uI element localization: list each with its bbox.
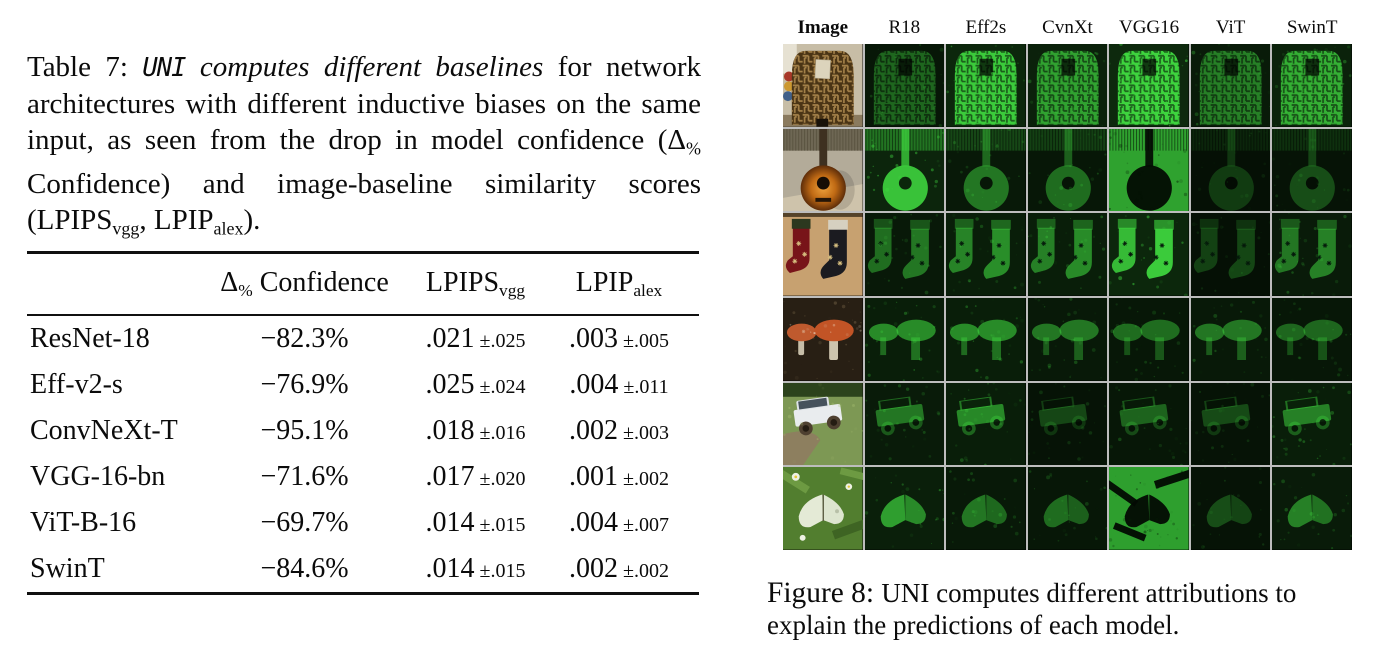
figure-attribution-mushrooms-eff2s	[946, 298, 1026, 381]
table-header-row	[27, 254, 699, 314]
figure-attribution-mushrooms-cvnxt	[1028, 298, 1108, 381]
figure-photo-armchair	[783, 44, 863, 127]
figure-attribution-guitar-eff2s	[946, 129, 1026, 212]
figure-column-headers	[783, 17, 1352, 39]
figure-attribution-butterfly-swint	[1272, 467, 1352, 550]
figure-attribution-armchair-r18	[865, 44, 945, 127]
figure-attribution-guitar-swint	[1272, 129, 1352, 212]
figure-attribution-guitar-r18	[865, 129, 945, 212]
figure-attribution-butterfly-eff2s	[946, 467, 1026, 550]
figure-caption: Figure 8: UNI computes different attributions to explain the predictions of each model.	[767, 577, 1297, 640]
figure-attribution-mushrooms-vit	[1191, 298, 1271, 381]
figure-attribution-stockings-vit	[1191, 213, 1271, 296]
figure-photo-truck	[783, 383, 863, 466]
figure-attribution-armchair-vgg16	[1109, 44, 1189, 127]
figure-col-image: Image	[797, 17, 849, 38]
table-header-confidence: Δ% Confidence	[220, 266, 389, 301]
table-caption: Table 7: UNI computes different baselines for network architectures with different inductive biases on the same input, as seen from the drop in model confidence (Δ% Confidence) and image-baseline similarity scores (LPIPSvgg, LPIPalex).	[27, 51, 702, 239]
figure-col-vit: ViT	[1215, 17, 1246, 38]
figure-attribution-armchair-vit	[1191, 44, 1271, 127]
figure-attribution-guitar-vgg16	[1109, 129, 1189, 212]
figure-attribution-armchair-cvnxt	[1028, 44, 1108, 127]
figure-attribution-stockings-swint	[1272, 213, 1352, 296]
figure-attribution-truck-vit	[1191, 383, 1271, 466]
figure-attribution-mushrooms-vgg16	[1109, 298, 1189, 381]
figure-col-swint: SwinT	[1286, 17, 1338, 38]
figure-attribution-truck-eff2s	[946, 383, 1026, 466]
table-row: SwinT −84.6% .014 ±.015 .002 ±.002	[30, 553, 669, 584]
figure-photo-mushrooms	[783, 298, 863, 381]
table-row: ViT-B-16 −69.7% .014 ±.015 .004 ±.007	[30, 507, 669, 538]
figure-col-cvnxt: CvnXt	[1042, 17, 1093, 38]
figure-attribution-stockings-eff2s	[946, 213, 1026, 296]
figure-attribution-mushrooms-swint	[1272, 298, 1352, 381]
table-header-lpips-vgg: LPIPSvgg	[425, 266, 526, 301]
table-header-lpip-alex: LPIPalex	[575, 266, 663, 301]
figure-attribution-stockings-r18	[865, 213, 945, 296]
figure-grid	[783, 44, 1352, 550]
table-rule-bottom	[27, 592, 699, 595]
figure-attribution-armchair-swint	[1272, 44, 1352, 127]
figure-attribution-guitar-vit	[1191, 129, 1271, 212]
figure-photo-butterfly	[783, 467, 863, 550]
figure-attribution-truck-vgg16	[1109, 383, 1189, 466]
figure-attribution-stockings-cvnxt	[1028, 213, 1108, 296]
table-row: ConvNeXt-T −95.1% .018 ±.016 .002 ±.003	[30, 415, 669, 446]
figure-attribution-truck-r18	[865, 383, 945, 466]
table-row: Eff-v2-s −76.9% .025 ±.024 .004 ±.011	[30, 369, 669, 400]
figure-attribution-mushrooms-r18	[865, 298, 945, 381]
figure-photo-stockings	[783, 213, 863, 296]
results-table	[27, 251, 699, 595]
figure-attribution-stockings-vgg16	[1109, 213, 1189, 296]
figure-attribution-truck-cvnxt	[1028, 383, 1108, 466]
figure-attribution-guitar-cvnxt	[1028, 129, 1108, 212]
figure-attribution-butterfly-cvnxt	[1028, 467, 1108, 550]
figure-attribution-butterfly-r18	[865, 467, 945, 550]
figure-col-vgg16: VGG16	[1118, 17, 1180, 38]
figure-attribution-truck-swint	[1272, 383, 1352, 466]
table-row: ResNet-18 −82.3% .021 ±.025 .003 ±.005	[30, 323, 669, 354]
figure-attribution-armchair-eff2s	[946, 44, 1026, 127]
figure-attribution-butterfly-vit	[1191, 467, 1271, 550]
figure-photo-guitar	[783, 129, 863, 212]
table-row: VGG-16-bn −71.6% .017 ±.020 .001 ±.002	[30, 461, 669, 492]
figure-col-eff2s: Eff2s	[965, 17, 1007, 38]
figure-attribution-butterfly-vgg16	[1109, 467, 1189, 550]
figure-col-r18: R18	[888, 17, 921, 38]
